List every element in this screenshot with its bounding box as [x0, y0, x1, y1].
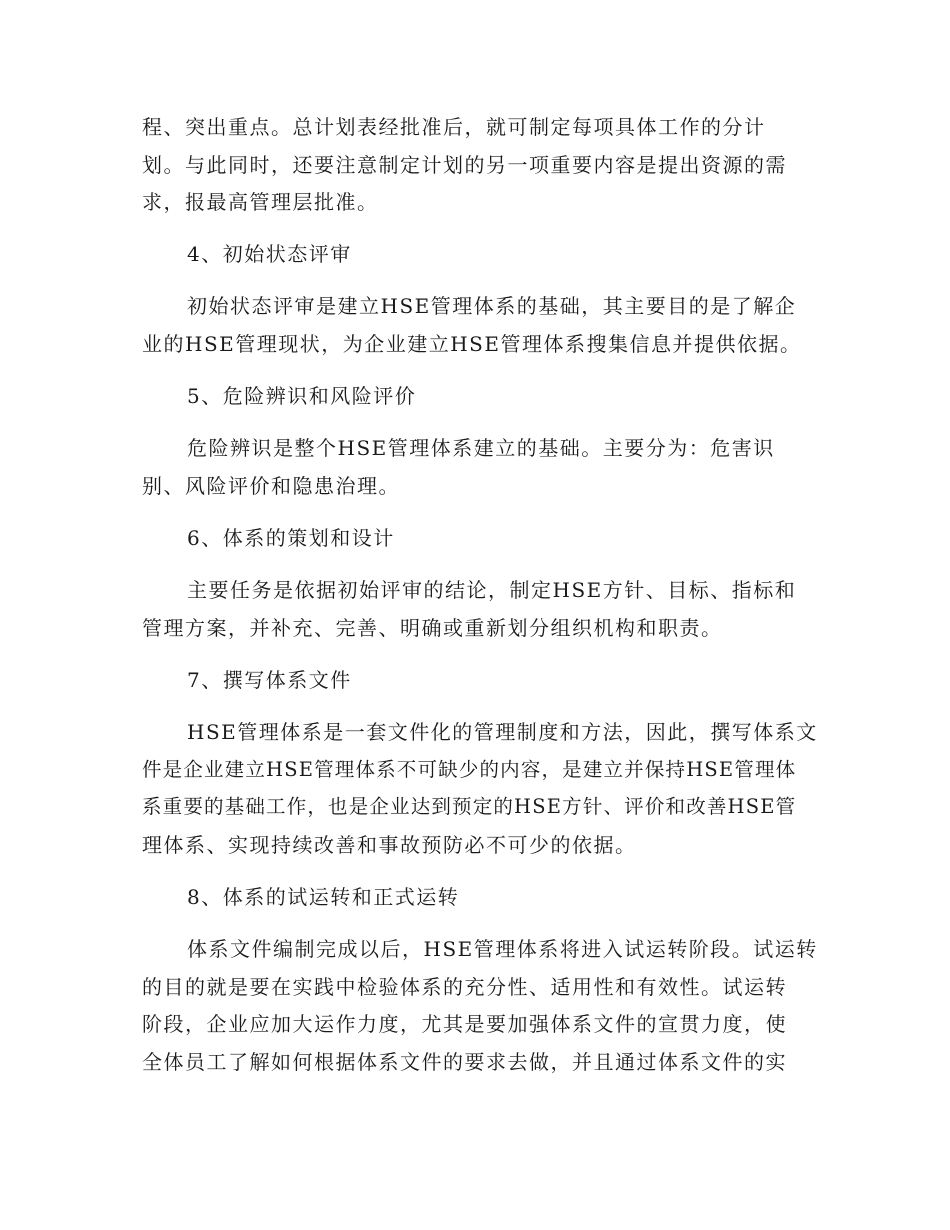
body-text-line: 全体员工了解如何根据体系文件的要求去做，并且通过体系文件的实 — [142, 1050, 787, 1074]
body-text-line: 划。与此同时，还要注意制定计划的另一项重要内容是提出资源的需 — [142, 153, 787, 177]
body-text-line: HSE管理体系是一套文件化的管理制度和方法，因此，撰写体系文 — [187, 720, 818, 744]
body-text-line: 的目的就是要在实践中检验体系的充分性、适用性和有效性。试运转 — [142, 975, 787, 999]
body-text-line: 初始状态评审是建立HSE管理体系的基础，其主要目的是了解企 — [187, 294, 797, 318]
body-text-line: 别、风险评价和隐患治理。 — [142, 474, 400, 498]
section-heading-6: 6、体系的策划和设计 — [187, 526, 395, 550]
body-text-line: 件是企业建立HSE管理体系不可缺少的内容，是建立并保持HSE管理体 — [142, 758, 797, 781]
body-text-line: 业的HSE管理现状，为企业建立HSE管理体系搜集信息并提供依据。 — [142, 332, 802, 356]
section-heading-5: 5、危险辨识和风险评价 — [187, 384, 417, 408]
body-text-line: 理体系、实现持续改善和事故预防必不可少的依据。 — [142, 833, 637, 857]
section-heading-8: 8、体系的试运转和正式运转 — [187, 885, 460, 909]
body-text-line: 管理方案，并补充、完善、明确或重新划分组织机构和职责。 — [142, 616, 723, 640]
body-text-line: 体系文件编制完成以后，HSE管理体系将进入试运转阶段。试运转 — [187, 937, 818, 961]
section-heading-7: 7、撰写体系文件 — [187, 668, 352, 692]
body-text-line: 程、突出重点。总计划表经批准后，就可制定每项具体工作的分计 — [142, 115, 766, 139]
body-text-line: 系重要的基础工作，也是企业达到预定的HSE方针、评价和改善HSE管 — [142, 795, 797, 818]
body-text-line: 求，报最高管理层批准。 — [142, 190, 379, 214]
body-text-line: 主要任务是依据初始评审的结论，制定HSE方针、目标、指标和 — [187, 578, 797, 602]
section-heading-4: 4、初始状态评审 — [187, 242, 352, 266]
body-text-line: 危险辨识是整个HSE管理体系建立的基础。主要分为：危害识 — [187, 436, 775, 460]
body-text-line: 阶段，企业应加大运作力度，尤其是要加强体系文件的宣贯力度，使 — [142, 1012, 787, 1036]
